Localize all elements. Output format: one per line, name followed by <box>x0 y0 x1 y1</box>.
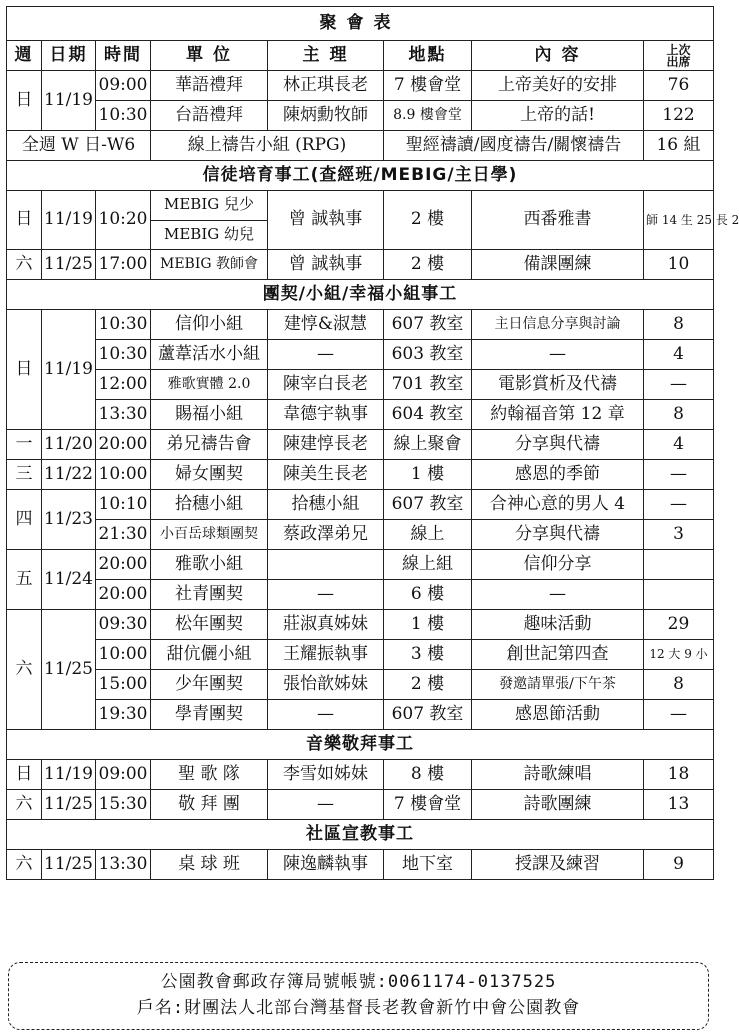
content-cell: 上帝的話! <box>472 101 644 131</box>
content-cell: 電影賞析及代禱 <box>472 370 644 400</box>
table-row <box>7 700 714 730</box>
unit-cell: 桌 球 班 <box>151 850 268 880</box>
day-cell: 六 <box>7 610 42 730</box>
count-cell: — <box>644 460 714 490</box>
place-cell: 線上聚會 <box>384 430 472 460</box>
table-row <box>7 580 714 610</box>
unit-cell: 學青團契 <box>151 700 268 730</box>
unit-cell: 敬 拜 團 <box>151 790 268 820</box>
content-cell: 約翰福音第 12 章 <box>472 400 644 430</box>
time-cell: 09:00 <box>96 71 151 101</box>
table-row <box>7 340 714 370</box>
header-row <box>7 41 714 71</box>
footer-account-line: 公園教會郵政存簿局號帳號:0061174-0137525 <box>160 972 557 992</box>
count-cell <box>644 550 714 580</box>
time-cell: 13:30 <box>96 400 151 430</box>
place-cell: 2 樓 <box>384 250 472 280</box>
count-cell: 16 組 <box>644 131 714 161</box>
header-leader: 主 理 <box>268 41 384 71</box>
leader-cell: 王耀振執事 <box>268 640 384 670</box>
leader-cell: 陳宰白長老 <box>268 370 384 400</box>
bank-account-footer <box>8 962 709 1030</box>
count-cell: 8 <box>644 670 714 700</box>
unit-cell: 華語禮拜 <box>151 71 268 101</box>
date-cell: 11/25 <box>42 250 96 280</box>
leader-cell: 陳炳勳牧師 <box>268 101 384 131</box>
count-cell: 10 <box>644 250 714 280</box>
day-cell: 一 <box>7 430 42 460</box>
content-cell: — <box>472 580 644 610</box>
time-cell: 09:30 <box>96 610 151 640</box>
time-cell: 12:00 <box>96 370 151 400</box>
schedule-sheet <box>6 6 739 880</box>
place-cell: 線上 <box>384 520 472 550</box>
header-date: 日期 <box>42 41 96 71</box>
unit-b: MEBIG 幼兒 <box>163 224 254 243</box>
table-row <box>7 191 714 250</box>
table-row <box>7 550 714 580</box>
content-cell: 聖經禱讀/國度禱告/關懷禱告 <box>384 131 644 161</box>
date-cell: 11/25 <box>42 790 96 820</box>
date-cell: 11/19 <box>42 191 96 250</box>
day-cell: 日 <box>7 310 42 430</box>
place-cell: 604 教室 <box>384 400 472 430</box>
leader-cell: 拾穗小組 <box>268 490 384 520</box>
time-cell: 10:00 <box>96 640 151 670</box>
time-cell: 20:00 <box>96 580 151 610</box>
table-row <box>7 310 714 340</box>
content-cell: 授課及練習 <box>472 850 644 880</box>
footer-name-line: 戶名:財團法人北部台灣基督長老教會新竹中會公園教會 <box>136 998 581 1018</box>
day-cell: 日 <box>7 191 42 250</box>
content-cell: 合神心意的男人 4 <box>472 490 644 520</box>
content-cell: — <box>472 340 644 370</box>
leader-cell: 李雪如姊妹 <box>268 760 384 790</box>
schedule-table <box>6 6 739 880</box>
place-cell: 地下室 <box>384 850 472 880</box>
content-cell: 分享與代禱 <box>472 430 644 460</box>
date-cell: 11/24 <box>42 550 96 610</box>
unit-cell: 小百岳球類團契 <box>151 520 268 550</box>
unit-cell: 甜伉儷小組 <box>151 640 268 670</box>
unit-cell: 台語禮拜 <box>151 101 268 131</box>
section-title-fellowship: 團契/小組/幸福小組事工 <box>7 280 714 310</box>
table-row <box>7 71 714 101</box>
date-cell: 11/19 <box>42 760 96 790</box>
day-cell: 日 <box>7 760 42 790</box>
count-cell <box>644 580 714 610</box>
count-cell: 師 14 生 25 長 2 <box>644 191 714 250</box>
place-cell: 607 教室 <box>384 490 472 520</box>
leader-cell: 蔡政澤弟兄 <box>268 520 384 550</box>
weekly-label: 全週 W 日-W6 <box>7 131 151 161</box>
place-cell: 607 教室 <box>384 700 472 730</box>
unit-cell: 婦女團契 <box>151 460 268 490</box>
date-cell: 11/20 <box>42 430 96 460</box>
content-cell: 感恩節活動 <box>472 700 644 730</box>
unit-cell: 信仰小組 <box>151 310 268 340</box>
day-cell: 四 <box>7 490 42 550</box>
unit-cell: 弟兄禱告會 <box>151 430 268 460</box>
count-cell: 4 <box>644 430 714 460</box>
date-cell: 11/23 <box>42 490 96 550</box>
unit-cell <box>151 191 268 250</box>
table-row <box>7 101 714 131</box>
count-cell: 8 <box>644 400 714 430</box>
unit-cell: 雅歌小組 <box>151 550 268 580</box>
content-cell: 西番雅書 <box>472 191 644 250</box>
table-row <box>7 460 714 490</box>
content-cell: 分享與代禱 <box>472 520 644 550</box>
time-cell: 19:30 <box>96 700 151 730</box>
section-title-training: 信徒培育事工(查經班/MEBIG/主日學) <box>7 161 714 191</box>
table-row <box>7 370 714 400</box>
leader-cell: 陳逸麟執事 <box>268 850 384 880</box>
place-cell: 2 樓 <box>384 191 472 250</box>
time-cell: 20:00 <box>96 550 151 580</box>
place-cell: 8 樓 <box>384 760 472 790</box>
time-cell: 10:00 <box>96 460 151 490</box>
day-cell: 五 <box>7 550 42 610</box>
place-cell: 1 樓 <box>384 460 472 490</box>
date-cell: 11/25 <box>42 610 96 730</box>
content-cell: 詩歌練唱 <box>472 760 644 790</box>
content-cell: 主日信息分享與討論 <box>472 310 644 340</box>
leader-cell: — <box>268 700 384 730</box>
table-row <box>7 850 714 880</box>
table-row <box>7 250 714 280</box>
time-cell: 21:30 <box>96 520 151 550</box>
section-title-community: 社區宣教事工 <box>7 820 714 850</box>
unit-cell: 線上禱告小組 (RPG) <box>151 131 384 161</box>
time-cell: 10:20 <box>96 191 151 250</box>
table-row <box>7 790 714 820</box>
count-cell: 3 <box>644 520 714 550</box>
time-cell: 10:30 <box>96 340 151 370</box>
time-cell: 10:30 <box>96 101 151 131</box>
leader-cell: 建惇&淑慧 <box>268 310 384 340</box>
unit-cell: 松年團契 <box>151 610 268 640</box>
table-row <box>7 520 714 550</box>
table-row <box>7 760 714 790</box>
content-cell: 信仰分享 <box>472 550 644 580</box>
unit-cell: 蘆葦活水小組 <box>151 340 268 370</box>
day-cell: 六 <box>7 850 42 880</box>
unit-cell: 雅歌實體 2.0 <box>151 370 268 400</box>
header-place: 地點 <box>384 41 472 71</box>
date-cell: 11/22 <box>42 460 96 490</box>
content-cell: 趣味活動 <box>472 610 644 640</box>
place-cell: 8.9 樓會堂 <box>384 101 472 131</box>
day-cell: 六 <box>7 250 42 280</box>
time-cell: 13:30 <box>96 850 151 880</box>
leader-cell: — <box>268 340 384 370</box>
count-cell: 9 <box>644 850 714 880</box>
day-cell: 六 <box>7 790 42 820</box>
leader-cell: 莊淑真姊妹 <box>268 610 384 640</box>
header-last-attendance: 上次 出席 <box>644 41 714 71</box>
place-cell: 6 樓 <box>384 580 472 610</box>
content-cell: 發邀請單張/下午茶 <box>472 670 644 700</box>
date-cell: 11/19 <box>42 310 96 430</box>
date-cell: 11/25 <box>42 850 96 880</box>
count-cell: 76 <box>644 71 714 101</box>
place-cell: 1 樓 <box>384 610 472 640</box>
content-cell: 上帝美好的安排 <box>472 71 644 101</box>
header-time: 時間 <box>96 41 151 71</box>
place-cell: 線上組 <box>384 550 472 580</box>
count-cell: 12 大 9 小 <box>644 640 714 670</box>
content-cell: 詩歌團練 <box>472 790 644 820</box>
count-cell: 122 <box>644 101 714 131</box>
place-cell: 7 樓會堂 <box>384 71 472 101</box>
table-row <box>7 490 714 520</box>
section-title-music: 音樂敬拜事工 <box>7 730 714 760</box>
unit-cell: 社青團契 <box>151 580 268 610</box>
time-cell: 20:00 <box>96 430 151 460</box>
place-cell: 607 教室 <box>384 310 472 340</box>
time-cell: 15:30 <box>96 790 151 820</box>
place-cell: 7 樓會堂 <box>384 790 472 820</box>
date-cell: 11/19 <box>42 71 96 131</box>
place-cell: 2 樓 <box>384 670 472 700</box>
count-cell: — <box>644 490 714 520</box>
leader-cell: 曾 誠執事 <box>268 191 384 250</box>
content-cell: 備課團練 <box>472 250 644 280</box>
count-cell: 13 <box>644 790 714 820</box>
count-cell: 18 <box>644 760 714 790</box>
day-cell: 三 <box>7 460 42 490</box>
count-cell: 4 <box>644 340 714 370</box>
unit-cell: 拾穗小組 <box>151 490 268 520</box>
page-title: 聚會表 <box>7 7 714 41</box>
place-cell: 701 教室 <box>384 370 472 400</box>
unit-a: MEBIG 兒少 <box>151 191 267 221</box>
content-cell: 創世記第四查 <box>472 640 644 670</box>
leader-cell: 韋德宇執事 <box>268 400 384 430</box>
time-cell: 15:00 <box>96 670 151 700</box>
count-cell: — <box>644 700 714 730</box>
header-unit: 單 位 <box>151 41 268 71</box>
time-cell: 17:00 <box>96 250 151 280</box>
header-content: 內 容 <box>472 41 644 71</box>
leader-cell: — <box>268 580 384 610</box>
day-cell: 日 <box>7 71 42 131</box>
count-cell: 8 <box>644 310 714 340</box>
unit-cell: MEBIG 教師會 <box>151 250 268 280</box>
header-week: 週 <box>7 41 42 71</box>
place-cell: 3 樓 <box>384 640 472 670</box>
place-cell: 603 教室 <box>384 340 472 370</box>
leader-cell: 曾 誠執事 <box>268 250 384 280</box>
leader-cell: 陳建惇長老 <box>268 430 384 460</box>
unit-cell: 聖 歌 隊 <box>151 760 268 790</box>
count-cell: — <box>644 370 714 400</box>
leader-cell: 張怡歆姊妹 <box>268 670 384 700</box>
table-row <box>7 610 714 640</box>
table-row <box>7 400 714 430</box>
table-row <box>7 640 714 670</box>
leader-cell <box>268 550 384 580</box>
table-row <box>7 131 714 161</box>
leader-cell: 陳美生長老 <box>268 460 384 490</box>
leader-cell: 林正琪長老 <box>268 71 384 101</box>
unit-cell: 賜福小組 <box>151 400 268 430</box>
time-cell: 10:10 <box>96 490 151 520</box>
table-row <box>7 670 714 700</box>
table-row <box>7 430 714 460</box>
unit-cell: 少年團契 <box>151 670 268 700</box>
content-cell: 感恩的季節 <box>472 460 644 490</box>
time-cell: 10:30 <box>96 310 151 340</box>
count-cell: 29 <box>644 610 714 640</box>
leader-cell: — <box>268 790 384 820</box>
time-cell: 09:00 <box>96 760 151 790</box>
